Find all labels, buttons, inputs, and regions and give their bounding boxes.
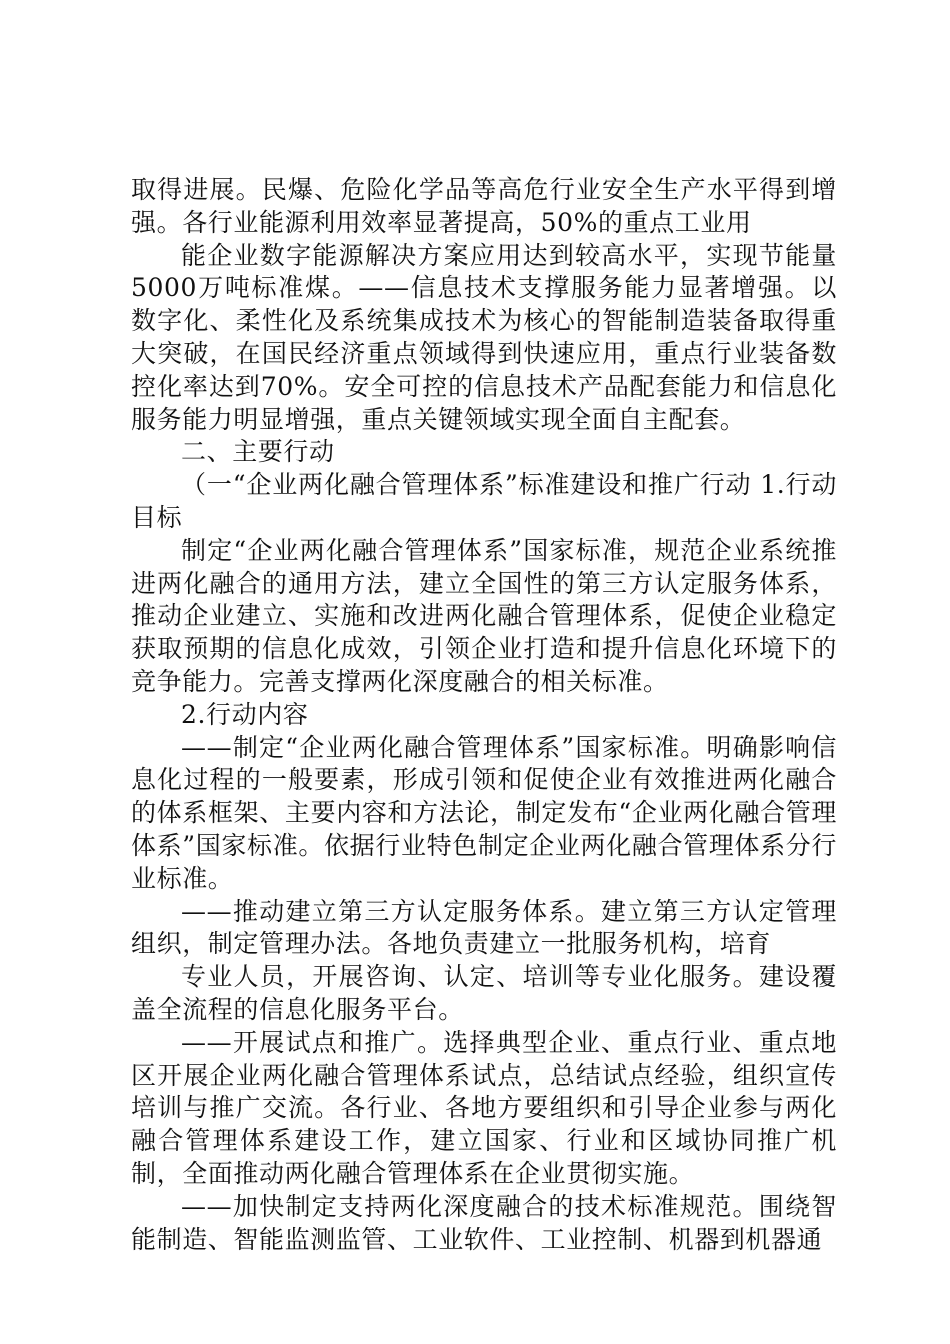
paragraph-personnel: 专业人员，开展咨询、认定、培训等专业化服务。建设覆盖全流程的信息化服务平台。	[131, 962, 837, 1024]
subsection-heading-action-content: 2.行动内容	[181, 699, 309, 729]
subsection-heading-action-1: （一“企业两化融合管理体系”标准建设和推广行动 1.行动目标	[131, 470, 837, 532]
paragraph-tech-standards: ——加快制定支持两化深度融合的技术标准规范。围绕智能制造、智能监测监管、工业软件、工业控制、机器到机器通	[131, 1191, 837, 1254]
document-body	[131, 174, 837, 1256]
paragraph-standard: ——制定“企业两化融合管理体系”国家标准。明确影响信息化过程的一般要素，形成引领和促使企业有效推进两化融合的体系框架、主要内容和方法论，制定发布“企业两化融合管理体系”国家标准。依据行业特色制定企业两化融合管理体系分行业标准。	[131, 732, 837, 893]
paragraph-2: 能企业数字能源解决方案应用达到较高水平，实现节能量5000万吨标准煤。——信息技术支撑服务能力显著增强。以数字化、柔性化及系统集成技术为核心的智能制造装备取得重大突破，在国民经济重点领域得到快速应用，重点行业装备数控化率达到70%。安全可控的信息技术产品配套能力和信息化服务能力明显增强，重点关键领域实现全面自主配套。	[131, 240, 837, 434]
paragraph-third-party: ——推动建立第三方认定服务体系。建立第三方认定管理组织，制定管理办法。各地负责建立一批服务机构，培育	[131, 896, 837, 959]
paragraph-pilot: ——开展试点和推广。选择典型企业、重点行业、重点地区开展企业两化融合管理体系试点，总结试点经验，组织宣传培训与推广交流。各行业、各地方要组织和引导企业参与两化融合管理体系建设工作，建立国家、行业和区域协同推广机制，全面推动两化融合管理体系在企业贯彻实施。	[131, 1027, 837, 1188]
paragraph-action-goal: 制定“企业两化融合管理体系”国家标准，规范企业系统推进两化融合的通用方法，建立全国性的第三方认定服务体系，推动企业建立、实施和改进两化融合管理体系，促使企业稳定获取预期的信息化成效，引领企业打造和提升信息化环境下的竞争能力。完善支撑两化深度融合的相关标准。	[131, 535, 837, 696]
paragraph-1: 取得进展。民爆、危险化学品等高危行业安全生产水平得到增强。各行业能源利用效率显著提高，50%的重点工业用	[131, 175, 837, 237]
section-heading-main-actions: 二、主要行动	[181, 437, 335, 467]
